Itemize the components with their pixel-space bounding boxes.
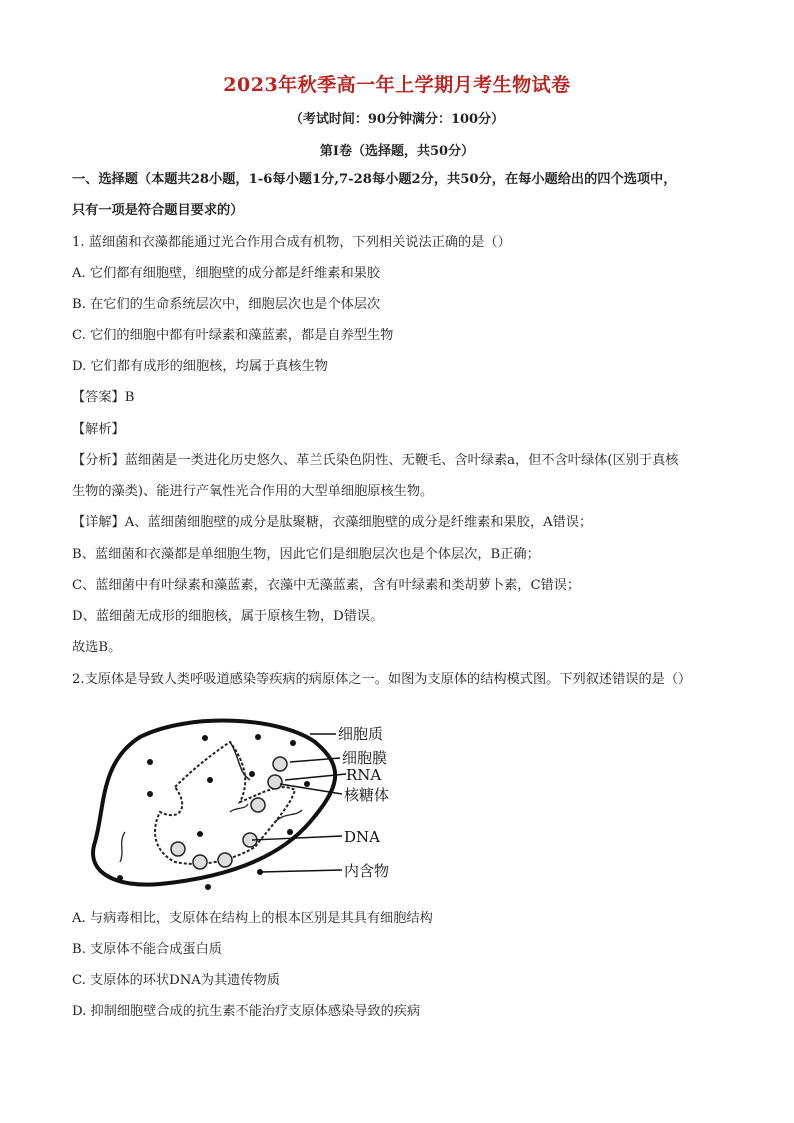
label-cell-membrane: 细胞膜 — [342, 749, 388, 767]
answer-row — [72, 389, 732, 407]
fenxi-text-1: 蓝细菌是一类进化历史悠久、革兰氏染色阴性、无鞭毛、含叶绿素a，但不含叶绿体(区别于真核 — [124, 453, 679, 468]
question-2-option-d: D. 抑制细胞壁合成的抗生素不能治疗支原体感染导致的疾病 — [72, 1004, 421, 1019]
question-1-option-a: A. 它们都有细胞壁，细胞壁的成分都是纤维素和果胶 — [72, 266, 381, 281]
fenxi-line-2: 生物的藻类)、能进行产氧性光合作用的大型单细胞原核生物。 — [72, 484, 434, 499]
question-1-stem: 1. 蓝细菌和衣藻都能通过光合作用合成有机物，下列相关说法正确的是（） — [72, 235, 511, 250]
fenxi-tag: 【分析】 — [72, 453, 125, 468]
label-rna: RNA — [346, 766, 382, 784]
xiangjie-text-a: A、蓝细菌细胞壁的成分是肽聚糖，衣藻细胞壁的成分是纤维素和果胶，A错误； — [124, 515, 593, 530]
answer-value: B — [124, 390, 135, 405]
xiangjie-line-b: B、蓝细菌和衣藻都是单细胞生物，因此它们是细胞层次也是个体层次，B正确； — [72, 547, 540, 562]
label-inclusion: 内含物 — [344, 862, 390, 880]
question-2-option-b: B. 支原体不能合成蛋白质 — [72, 942, 222, 957]
fenxi-line-1 — [72, 452, 732, 470]
exam-info: （考试时间：90分钟满分：100分） — [289, 112, 505, 127]
xiangjie-tag: 【详解】 — [72, 515, 125, 530]
ribosome — [171, 842, 185, 856]
analysis-tag: 【解析】 — [72, 422, 125, 437]
question-2-option-c: C. 支原体的环状DNA为其遗传物质 — [72, 973, 280, 988]
question-2-option-a: A. 与病毒相比，支原体在结构上的根本区别是其具有细胞结构 — [72, 911, 433, 926]
leader-lines — [252, 734, 346, 872]
xiangjie-line-a — [72, 514, 732, 532]
question-2-stem: 2.支原体是导致人类呼吸道感染等疾病的病原体之一。如图为支原体的结构模式图。下列叙述错误的是（） — [72, 672, 692, 687]
label-cytoplasm: 细胞质 — [338, 725, 384, 743]
xiangjie-line-c: C、蓝细菌中有叶绿素和藻蓝素，衣藻中无藻蓝素，含有叶绿素和类胡萝卜素，C错误； — [72, 578, 581, 593]
exam-title: 2023年秋季高一年上学期月考生物试卷 — [223, 74, 571, 96]
ribosome — [251, 798, 265, 812]
ribosome — [268, 775, 282, 789]
label-dna: DNA — [344, 828, 380, 846]
conclusion: 故选B。 — [72, 640, 122, 655]
question-1-option-b: B. 在它们的生命系统层次中，细胞层次也是个体层次 — [72, 297, 381, 312]
ribosome — [273, 757, 287, 771]
question-1-option-c: C. 它们的细胞中都有叶绿素和藻蓝素，都是自养型生物 — [72, 328, 394, 343]
cell-outline — [93, 721, 335, 885]
answer-tag: 【答案】 — [72, 390, 125, 405]
question-1-option-d: D. 它们都有成形的细胞核，均属于真核生物 — [72, 359, 328, 374]
label-ribosome: 核糖体 — [344, 786, 390, 804]
ribosome — [218, 853, 232, 867]
xiangjie-line-d: D、蓝细菌无成形的细胞核，属于原核生物，D错误。 — [72, 609, 384, 624]
instructions-line-2: 只有一项是符合题目要求的） — [72, 203, 244, 218]
section-title: 第Ⅰ卷（选择题，共50分） — [319, 144, 475, 159]
instructions-line-1: 一、选择题（本题共28小题，1-6每小题1分,7-28每小题2分，共50分，在每小题给出的四个选项中， — [72, 172, 677, 187]
mycoplasma-diagram — [80, 712, 420, 902]
ribosome — [193, 855, 207, 869]
